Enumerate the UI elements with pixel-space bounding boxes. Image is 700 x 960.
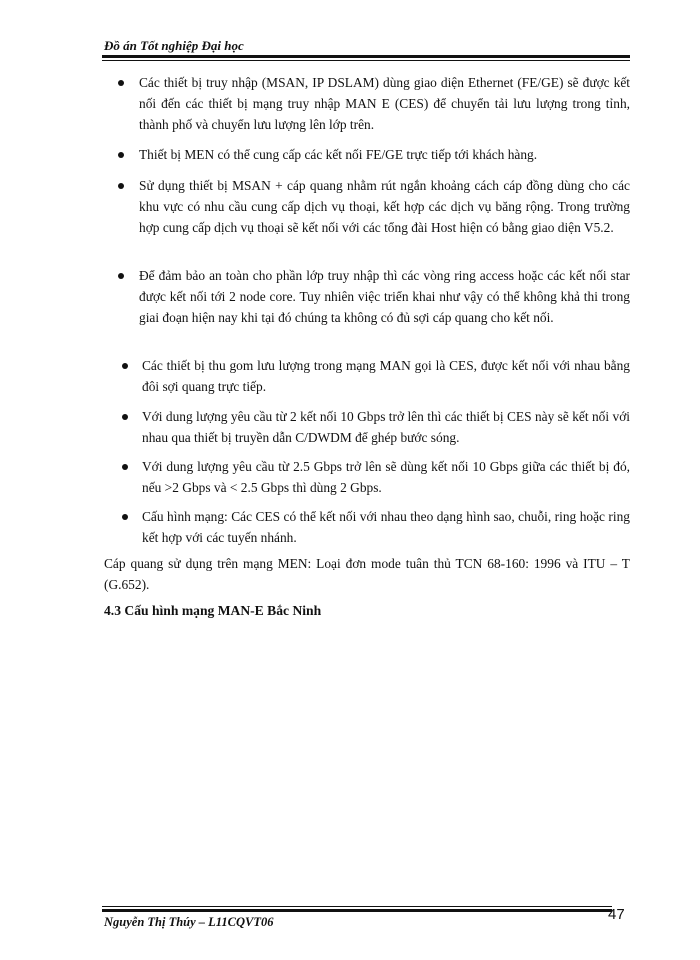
header-title: Đồ án Tốt nghiệp Đại học bbox=[104, 38, 244, 53]
section-heading: 4.3 Cấu hình mạng MAN-E Bắc Ninh bbox=[104, 603, 322, 618]
bullet-dot bbox=[122, 464, 128, 470]
bullet-text: Các thiết bị truy nhập (MSAN, IP DSLAM) dùng giao diện Ethernet (FE/GE) sẽ được kết nối đến các thiết bị mạng truy nhập MAN E (CES) để chuyển tải lưu lượng trong tỉnh, thành phố và chuyển lưu lượng lên lớp trên. bbox=[139, 75, 630, 132]
header-rule-thick bbox=[102, 55, 630, 58]
bullet-dot bbox=[118, 152, 124, 158]
bullet-item bbox=[142, 355, 630, 397]
footer-rule-thin bbox=[102, 906, 612, 907]
page-number: 47 bbox=[608, 906, 625, 923]
bullet-dot bbox=[118, 80, 124, 86]
bullet-dot bbox=[118, 183, 124, 189]
bullet-text: Các thiết bị thu gom lưu lượng trong mạng MAN gọi là CES, được kết nối với nhau bằng đôi sợi quang trực tiếp. bbox=[142, 358, 630, 394]
bullet-item bbox=[139, 144, 630, 165]
bullet-text: Sử dụng thiết bị MSAN + cáp quang nhằm rút ngắn khoảng cách cáp đồng dùng cho các khu vực có nhu cầu cung cấp dịch vụ thoại, kết hợp các dịch vụ băng rộng. Trong trường hợp cung cấp dịch vụ thoại sẽ kết nối với các tổng đài Host hiện có bằng giao diện V5.2. bbox=[139, 178, 630, 235]
bullet-item bbox=[142, 406, 630, 448]
bullet-text: Với dung lượng yêu cầu từ 2.5 Gbps trở lên sẽ dùng kết nối 10 Gbps giữa các thiết bị đó, nếu >2 Gbps và < 2.5 Gbps thì dùng 2 Gbps. bbox=[142, 459, 630, 495]
bullet-text: Để đảm bảo an toàn cho phần lớp truy nhập thì các vòng ring access hoặc các kết nối star được kết nối tới 2 node core. Tuy nhiên việc triển khai như vậy có thể không khả thi trong giai đoạn hiện nay khi tại đó chúng ta không có đủ sợi cáp quang cho kết nối. bbox=[139, 268, 630, 325]
bullet-item bbox=[139, 265, 630, 328]
body-paragraph: Cáp quang sử dụng trên mạng MEN: Loại đơn mode tuân thủ TCN 68-160: 1996 và ITU – T (G.652). bbox=[104, 556, 630, 592]
bullet-dot bbox=[118, 273, 124, 279]
bullet-dot bbox=[122, 363, 128, 369]
bullet-item bbox=[139, 175, 630, 238]
bullet-text: Cấu hình mạng: Các CES có thể kết nối với nhau theo dạng hình sao, chuỗi, ring hoặc ring kết hợp với các tuyến nhánh. bbox=[142, 509, 630, 545]
bullet-text: Thiết bị MEN có thể cung cấp các kết nối FE/GE trực tiếp tới khách hàng. bbox=[139, 147, 538, 162]
bullet-item bbox=[142, 506, 630, 548]
bullet-text: Với dung lượng yêu cầu từ 2 kết nối 10 Gbps trở lên thì các thiết bị CES này sẽ kết nối với nhau qua thiết bị truyền dẫn C/DWDM để ghép bước sóng. bbox=[142, 409, 630, 445]
bullet-dot bbox=[122, 414, 128, 420]
bullet-item bbox=[139, 72, 630, 135]
bullet-item bbox=[142, 456, 630, 498]
header-rule-thin bbox=[102, 60, 630, 61]
bullet-dot bbox=[122, 514, 128, 520]
footer-rule-thick bbox=[102, 909, 612, 912]
footer-author: Nguyễn Thị Thúy – L11CQVT06 bbox=[104, 915, 274, 929]
